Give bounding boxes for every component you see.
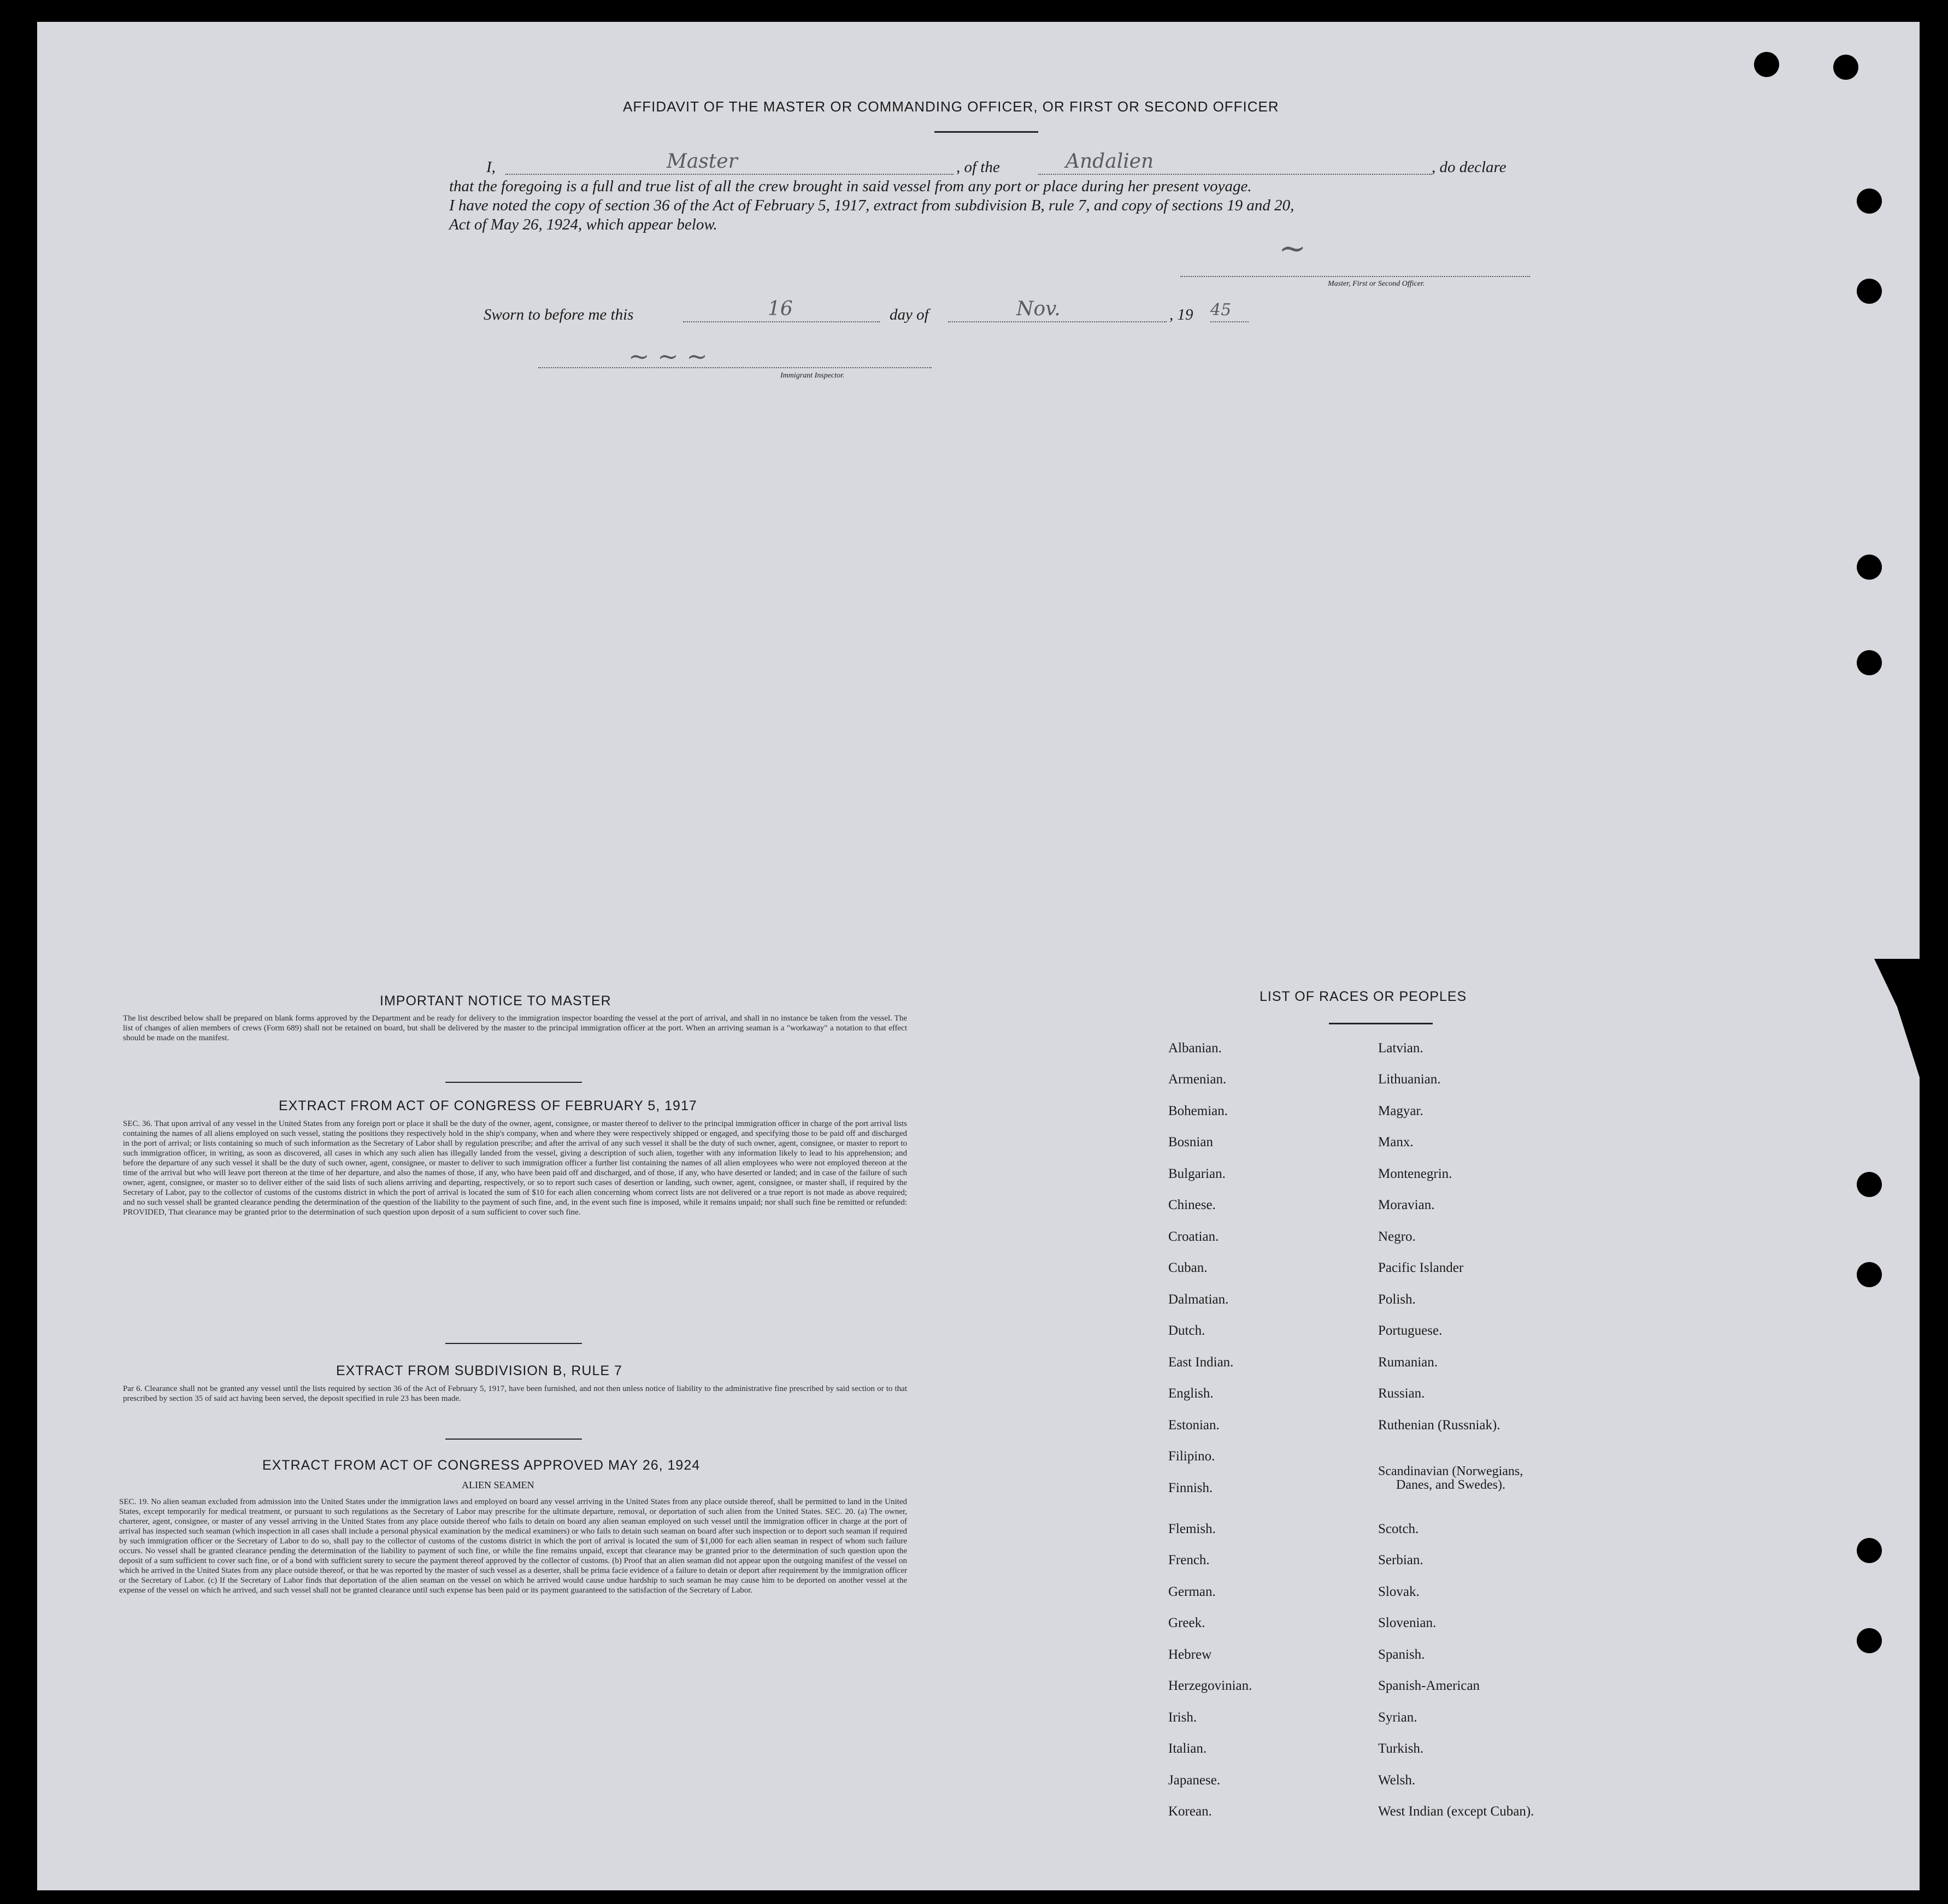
race-item: Filipino.: [1168, 1449, 1215, 1464]
race-item: Italian.: [1168, 1741, 1207, 1756]
race-item: Moravian.: [1378, 1198, 1435, 1212]
punch-hole: [1857, 1538, 1882, 1563]
notice-text: The list described below shall be prepared on blank forms approved by the Department and be ready for delivery to the immigration inspector boarding the vessel at the port of arrival, and shall in no instance be taken from the vessel. The list of changes of alien members of crews (Form 689) shall not be retained on board, but shall be delivered by the master to the principal immigration officer at the port. When an arriving seaman is a "workaway" a notation to that effect should be made on the manifest.: [123, 1014, 907, 1042]
race-item: Herzegovinian.: [1168, 1678, 1252, 1693]
punch-hole: [1833, 55, 1858, 80]
punch-hole: [1754, 52, 1779, 77]
race-item: Syrian.: [1378, 1710, 1417, 1725]
extract-1917-text: SEC. 36. That upon arrival of any vessel in the United States from any foreign port or place it shall be the duty of the owner, agent, consignee, or master thereof to deliver to the principal immigration officer in charge of the port arrival lists containing the names of all aliens employed on such vessel, stating the positions they respectively hold in the ship's company, when and where they were respectively shipped or engaged, and specifying those to be paid off and discharged in the port of arrival; or lists containing so much of such information as the Secretary of Labor shall by regulation prescribe; and after the arrival of any such vessel it shall be the duty of such owner, agent, consignee, or master to report to such immigration officer, in writing, as soon as discovered, all cases in which any such alien has illegally landed from the vessel, giving a description of such alien, together with any information likely to lead to his apprehension; and before the departure of any such vessel it shall be the duty of such owner, agent, consignee, or master to deliver to such immigration officer a further list containing the names of all alien employees who were not employed thereon at the time of the arrival but who will leave port thereon at the time of her departure, and also the names of those, if any, who have been paid off and discharged, and of those, if any, who have deserted or landed; and in case of the failure of such owner, agent, consignee, or master so to deliver either of the said lists of such aliens arriving and departing, respectively, or so to report such cases of desertion or landing, such owner, agent, consignee, or master shall, if required by the Secretary of Labor, pay to the collector of customs of the customs district in which the port of arrival is located the sum of $10 for each alien concerning whom correct lists are not delivered or a true report is not made as above required; and no such vessel shall be granted clearance pending the determination of the question of the liability to the payment of such fine, and, in the event such fine is imposed, while it remains unpaid; nor shall such fine be remitted or refunded: PROVIDED, That clearance may be granted prior to the determination of such question upon deposit of a sum sufficient to cover such fine.: [123, 1119, 907, 1217]
month-blank: [948, 321, 1167, 322]
race-item: East Indian.: [1168, 1355, 1234, 1370]
do-declare-label: , do declare: [1432, 158, 1506, 176]
sworn-month: Nov.: [1016, 298, 1061, 320]
race-item: Pacific Islander: [1378, 1260, 1464, 1275]
vessel-handwritten: Andalien: [1066, 150, 1154, 173]
race-item: Finnish.: [1168, 1481, 1213, 1495]
race-item: Bohemian.: [1168, 1104, 1228, 1118]
race-item: Scandinavian (Norwegians,: [1378, 1464, 1523, 1478]
divider: [445, 1082, 582, 1083]
name-handwritten: Master: [667, 150, 738, 173]
extract-1924-text: SEC. 19. No alien seaman excluded from admission into the United States under the immigration laws and employed on board any vessel arriving in the United States from any place outside thereof, shall be permitted to land in the United States, except temporarily for medical treatment, or pursuant to such regulations as the Secretary of Labor may prescribe for the ultimate departure, removal, or deportation of such alien from the United States. SEC. 20. (a) The owner, charterer, agent, consignee, or master of any vessel arriving in the United States from any place outside thereof who fails to detain on board any alien seaman employed on such vessel until the immigration officer in charge at the port of arrival has inspected such seaman (which inspection in all cases shall include a personal physical examination by the medical examiners) or who fails to detain such seaman on board after such inspection or to deport such seaman if required by such immigration officer or the Secretary of Labor to do so, shall pay to the collector of customs of the customs district in which the port of arrival is located the sum of $1,000 for each alien seaman in respect of whom such failure occurs. No vessel shall be granted clearance pending the determination of the liability to payment of such fine, or while the fine remains unpaid, except that clearance may be granted prior to the determination of such question upon the deposit of a sum sufficient to cover such fine, or of a bond with sufficient surety to secure the payment thereof approved by the collector of customs. (b) Proof that an alien seaman did not appear upon the outgoing manifest of the vessel on which he arrived in the United States from any place outside thereof, or that he was reported by the master of such vessel as a deserter, shall be prima facie evidence of a failure to detain or deport after requirement by the immigration officer or the Secretary of Labor. (c) If the Secretary of Labor finds that deportation of the alien seaman on the vessel on which he arrived would cause undue hardship to such seaman he may cause him to be deported on another vessel at the expense of the vessel on which he arrived, and such vessel shall not be granted clearance until such expense has been paid or its payment guaranteed to the satisfaction of the Secretary of Labor.: [119, 1498, 907, 1595]
race-item: Greek.: [1168, 1616, 1205, 1630]
punch-hole: [1857, 650, 1882, 675]
i-label: I,: [486, 158, 496, 176]
race-item: Armenian.: [1168, 1072, 1227, 1087]
document-page: [37, 22, 1920, 1890]
race-item: Croatian.: [1168, 1229, 1219, 1244]
race-item: Russian.: [1378, 1386, 1425, 1401]
master-signature-line: [1180, 276, 1530, 277]
race-item: Bosnian: [1168, 1135, 1213, 1150]
extract-1917-title: EXTRACT FROM ACT OF CONGRESS OF FEBRUARY 5, 1917: [279, 1098, 697, 1113]
race-item: Serbian.: [1378, 1553, 1423, 1567]
year-suffix: 45: [1210, 300, 1232, 320]
race-item: Slovak.: [1378, 1584, 1420, 1599]
race-item: Korean.: [1168, 1804, 1212, 1819]
extract-1924-subtitle: ALIEN SEAMEN: [462, 1479, 534, 1490]
race-item: Montenegrin.: [1378, 1166, 1452, 1181]
day-of-label: day of: [890, 306, 929, 323]
inspector-signature-line: [538, 367, 932, 368]
divider: [445, 1439, 582, 1440]
race-item: Polish.: [1378, 1292, 1416, 1307]
race-item: English.: [1168, 1386, 1214, 1401]
affidavit-line-1: [486, 158, 496, 176]
race-item: Irish.: [1168, 1710, 1197, 1725]
race-item: Estonian.: [1168, 1418, 1220, 1433]
race-item: Chinese.: [1168, 1198, 1216, 1212]
race-item: Japanese.: [1168, 1773, 1221, 1788]
divider: [445, 1343, 582, 1344]
race-item: Latvian.: [1378, 1041, 1423, 1056]
punch-hole: [1857, 279, 1882, 304]
extract-rule7-text: Par 6. Clearance shall not be granted any vessel until the lists required by section 36 of the Act of February 5, 1917, have been furnished, and not then unless notice of liability to the administrative fine prescribed by said section or to that prescribed by section 35 of said act having been served, the deposit specified in rule 23 has been made.: [123, 1384, 907, 1403]
races-title: LIST OF RACES OR PEOPLES: [1260, 989, 1467, 1004]
day-blank: [683, 321, 880, 322]
year-blank: [1210, 321, 1249, 322]
race-item: Lithuanian.: [1378, 1072, 1441, 1087]
inspector-caption: Immigrant Inspector.: [780, 372, 845, 380]
sworn-label: Sworn to before me this: [484, 306, 634, 323]
vessel-blank: [1038, 174, 1432, 175]
race-item: Welsh.: [1378, 1773, 1416, 1788]
race-item: French.: [1168, 1553, 1210, 1567]
punch-hole: [1857, 1172, 1882, 1197]
notice-title: IMPORTANT NOTICE TO MASTER: [380, 993, 611, 1009]
race-item: Danes, and Swedes).: [1396, 1478, 1505, 1492]
race-item: Portuguese.: [1378, 1323, 1443, 1338]
race-item: Cuban.: [1168, 1260, 1208, 1275]
affidavit-title: AFFIDAVIT OF THE MASTER OR COMMANDING OFFICER, OR FIRST OR SECOND OFFICER: [623, 98, 1279, 115]
name-blank: [505, 174, 954, 175]
affidavit-line-4: Act of May 26, 1924, which appear below.: [449, 216, 717, 233]
affidavit-line-3: I have noted the copy of section 36 of the Act of February 5, 1917, extract from subdivision B, rule 7, and copy of sections 19 and 20,: [449, 197, 1294, 214]
punch-hole: [1857, 188, 1882, 214]
race-item: Albanian.: [1168, 1041, 1222, 1056]
race-item: Dutch.: [1168, 1323, 1205, 1338]
divider: [934, 131, 1038, 133]
punch-hole: [1857, 1628, 1882, 1653]
extract-1924-title: EXTRACT FROM ACT OF CONGRESS APPROVED MAY 26, 1924: [262, 1458, 701, 1473]
race-item: German.: [1168, 1584, 1216, 1599]
divider: [1329, 1023, 1433, 1024]
master-caption: Master, First or Second Officer.: [1328, 280, 1425, 288]
race-item: Flemish.: [1168, 1522, 1216, 1536]
race-item: Manx.: [1378, 1135, 1414, 1150]
race-item: West Indian (except Cuban).: [1378, 1804, 1534, 1819]
race-item: Rumanian.: [1378, 1355, 1438, 1370]
of-the-label: , of the: [956, 158, 1000, 176]
punch-hole: [1857, 555, 1882, 580]
sworn-day: 16: [768, 298, 793, 320]
race-item: Scotch.: [1378, 1522, 1419, 1536]
punch-hole: [1857, 1262, 1882, 1287]
race-item: Hebrew: [1168, 1647, 1212, 1662]
race-item: Ruthenian (Russniak).: [1378, 1418, 1500, 1433]
extract-rule7-title: EXTRACT FROM SUBDIVISION B, RULE 7: [336, 1363, 622, 1378]
race-item: Spanish-American: [1378, 1678, 1480, 1693]
race-item: Magyar.: [1378, 1104, 1423, 1118]
race-item: Dalmatian.: [1168, 1292, 1229, 1307]
affidavit-line-2: that the foregoing is a full and true list of all the crew brought in said vessel from any port or place during her present voyage.: [449, 178, 1252, 195]
race-item: Slovenian.: [1378, 1616, 1437, 1630]
race-item: Negro.: [1378, 1229, 1416, 1244]
race-item: Turkish.: [1378, 1741, 1424, 1756]
race-item: Bulgarian.: [1168, 1166, 1226, 1181]
race-item: Spanish.: [1378, 1647, 1425, 1662]
master-signature: ~: [1279, 229, 1306, 268]
year-prefix: , 19: [1169, 306, 1193, 323]
inspector-signature: ~ ~ ~: [628, 341, 708, 371]
